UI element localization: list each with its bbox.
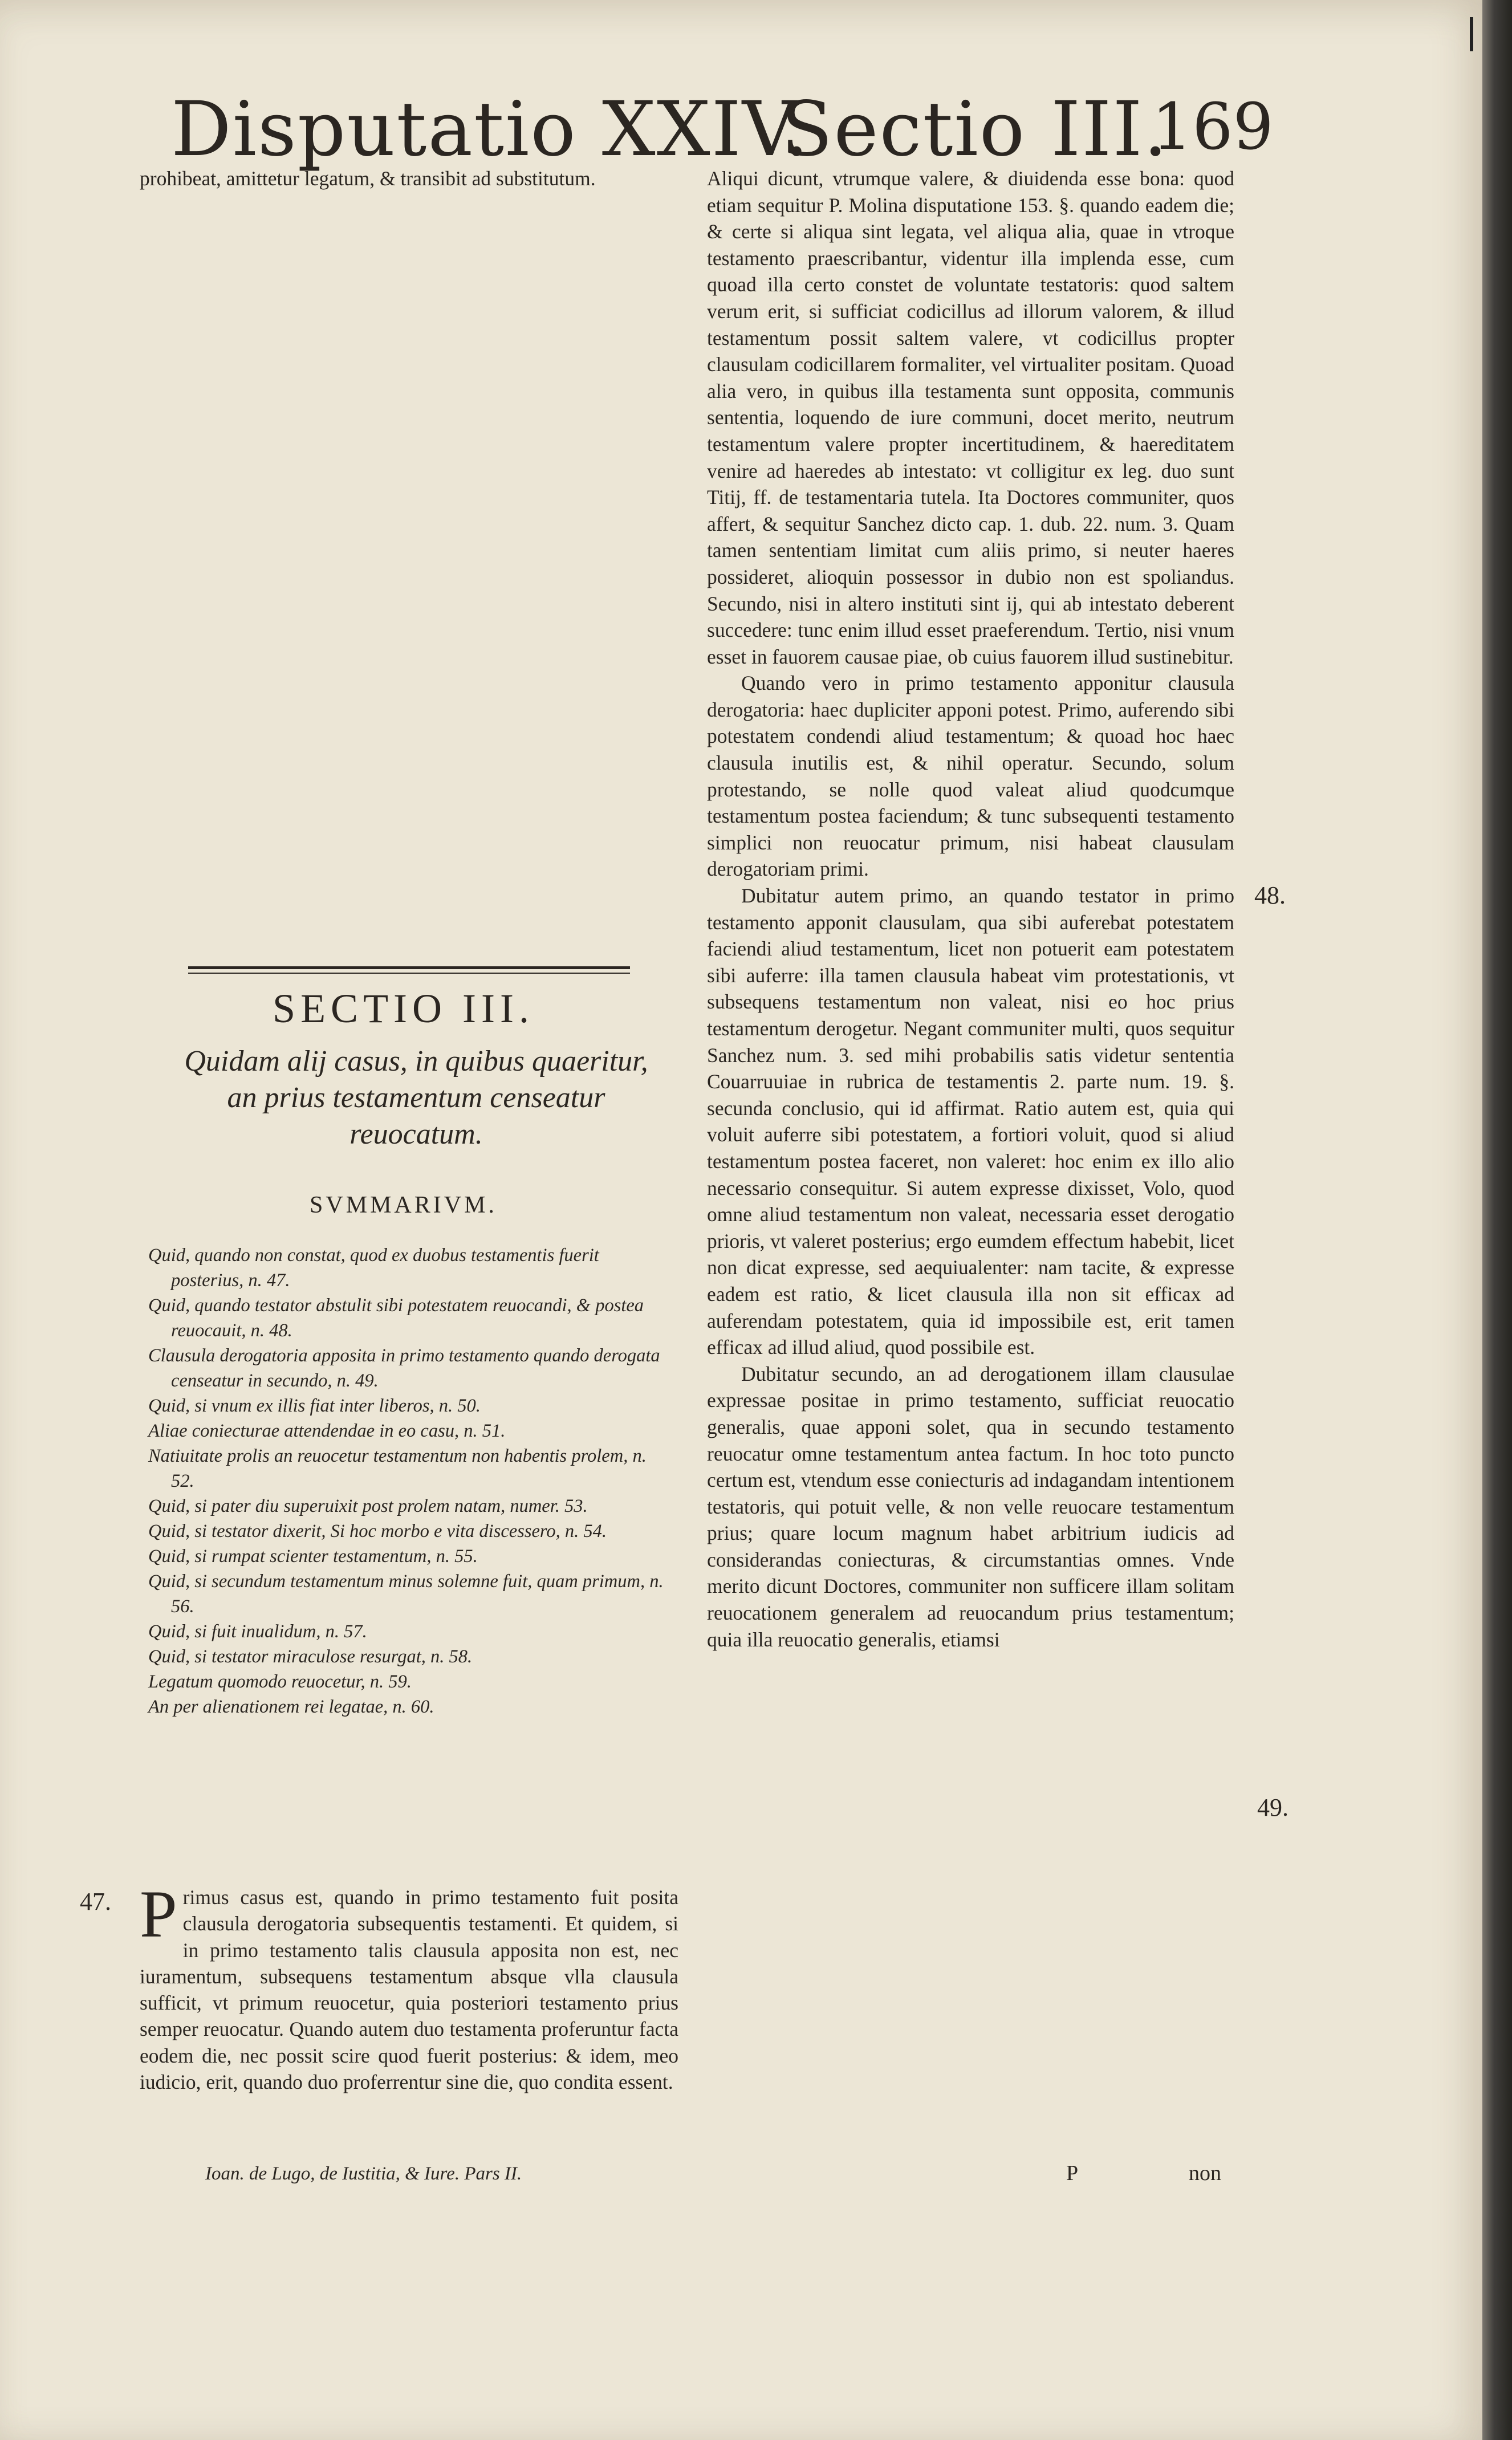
- summary-item: Quid, si vnum ex illis fiat inter liberos, n. 50.: [148, 1396, 481, 1416]
- summary-item: Aliae coniecturae attendendae in eo casu, n. 51.: [148, 1421, 506, 1441]
- summary-item: Clausula derogatoria apposita in primo testamento quando derogata censeatur in secundo, n. 49.: [148, 1345, 660, 1391]
- left-paragraph: prohibeat, amittetur legatum, & transibit ad substitutum.: [140, 167, 596, 190]
- summary-item: Natiuitate prolis an reuocetur testamentum non habentis prolem, n. 52.: [148, 1446, 647, 1491]
- right-paragraph: Aliqui dicunt, vtrumque valere, & diuidenda esse bona: quod etiam sequitur P. Molina disputatione 153. §. quando eadem die; & certe si aliqua sint legata, vel aliqua alia, quae in vtroque testamento praescribantur, videntur illa implenda esse, cum quoad illa certo constet de voluntate testatoris: quod saltem verum erit, si sufficiat codicillus ad illorum valorem, & illud testamentum possit saltem valere, vt codicillus propter clausulam codicillarem formaliter, vel virtualiter positam. Quoad alia vero, in quibus illa testamenta sunt opposita, communis sententia, loquendo de iure communi, docet merito, neutrum testamentum valere propter incertitudinem, & haereditatem venire ad haeredes ab intestato: vt colligitur ex leg. duo sunt Titij, ff. de testamentaria tutela. Ita Doctores communiter, quos affert, & sequitur Sanchez dicto cap. 1. dub. 22. num. 3. Quam tamen sententiam limitat cum aliis primo, si neuter haeres possideret, alioquin possessor in dubio non est spoliandus. Secundo, nisi in altero instituti sint ij, qui ab intestato deberent succedere: tunc enim illud esset praeferendum. Tertio, nisi vnum esset in fauorem causae piae, ob cuius fauorem illud sustinebitur.: [707, 167, 1234, 668]
- catchword: non: [1189, 2161, 1221, 2185]
- running-head-left: Disputatio XXIV.: [171, 86, 810, 173]
- summary-item: Quid, si testator dixerit, Si hoc morbo e vita discessero, n. 54.: [148, 1521, 607, 1542]
- signature-mark: P: [1066, 2161, 1079, 2185]
- margin-number: 47.: [80, 1888, 111, 1916]
- drop-cap: P: [140, 1877, 177, 1951]
- summary-heading: SVMMARIVM.: [310, 1192, 497, 1218]
- first-paragraph-text: rimus casus est, quando in primo testamento fuit posita clausula derogatoria subsequentis testamenti. Et quidem, si in primo testamento talis clausula apposita non est, nec iuramentum, subsequens testamentum absque vlla clausula sufficit, vt primum reuocetur, quia posteriori testamento prius semper reuocatur. Quando autem duo testamenta proferuntur facta eodem die, nec possit scire quod fuerit posterius: & idem, meo iudicio, erit, quando duo proferrentur sine die, quo condita essent.: [140, 1886, 678, 2094]
- right-paragraph: Dubitatur secundo, an ad derogationem illam clausulae expressae positae in primo testamento, sufficiat reuocatio generalis, quae apponi solet, qua in secundo testamento reuocatur omne testamentum antea factum. In hoc toto puncto certum est, vtendum esse coniecturis ad indagandam intentionem testatoris, qui potuit velle, & non velle reuocare testamentum prius; quare locum magnum habet arbitrium iudicis ad considerandas coniecturas, & circumstantias omnes. Vnde merito dicunt Doctores, communiter non sufficere illam solitam reuocationem generalem ad reuocandum prius testamentum; quia illa reuocatio generalis, etiamsi: [707, 1362, 1234, 1651]
- right-column-text: [707, 165, 1234, 1653]
- summary-item: Quid, si rumpat scienter testamentum, n. 55.: [148, 1546, 478, 1567]
- margin-number: 49.: [1257, 1794, 1289, 1821]
- right-paragraph: Quando vero in primo testamento apponitur clausula derogatoria: haec dupliciter apponi potest. Primo, auferendo sibi potestatem condendi aliud testamentum; & quoad hoc haec clausula inutilis est, & nihil operatur. Secundo, solum protestando, se nolle quod valeat aliud quodcumque testamentum postea faciendum; & tunc subsequenti testamento simplici non reuocatur primum, nisi habeat clausulam derogatoriam primi.: [707, 672, 1234, 881]
- book-edge: [1482, 0, 1512, 2440]
- page-number: 169: [1152, 90, 1274, 164]
- margin-number: 48.: [1254, 881, 1286, 909]
- first-paragraph: [140, 1877, 678, 2095]
- summary-item: An per alienationem rei legatae, n. 60.: [148, 1697, 434, 1717]
- summary-item: Quid, si fuit inualidum, n. 57.: [148, 1621, 367, 1642]
- section-rule-thin: [188, 973, 630, 974]
- summary-item: Legatum quomodo reuocetur, n. 59.: [148, 1672, 412, 1692]
- right-paragraph: Dubitatur autem primo, an quando testator in primo testamento apponit clausulam, qua sibi auferebat potestatem faciendi aliud testamentum, licet non potuerit eam potestatem sibi auferre: illa tamen clausula habeat vim protestationis, vt subsequens testamentum non valeat, nisi eo hoc prius testamentum derogetur. Negant communiter multi, quos sequitur Sanchez num. 3. sed mihi probabilis satis videtur sententia Couarruuiae in rubrica de testamentis 2. parte num. 19. §. secunda conclusio, qui id affirmat. Ratio autem est, quia qui voluit auferre sibi potestatem, a fortiori voluit, quod si aliud testamentum postea faceret, non valeret: hoc enim ex illo alio necessario consequitur. Si autem expresse dixisset, Volo, quod omne aliud testamentum non valeat, necessaria esset derogatio prioris, vt valeret posterius; ergo eumdem effectum habebit, licet non dicat expresse, sed aequiualenter: nam tacite, & expresse eadem est ratio, & licet clausula illa non sit efficax ad auferendam potestatem, quia id impossibile est, erit tamen efficax ad illud aliud, quod possibile est.: [707, 884, 1234, 1359]
- summary-item: Quid, quando non constat, quod ex duobus testamentis fuerit posterius, n. 47.: [148, 1245, 599, 1291]
- left-column-text: [140, 165, 667, 192]
- summary-item: Quid, quando testator abstulit sibi potestatem reuocandi, & postea reuocauit, n. 48.: [148, 1295, 644, 1341]
- summary-item: Quid, si secundum testamentum minus solemne fuit, quam primum, n. 56.: [148, 1571, 664, 1617]
- summary-list: [148, 1243, 667, 1719]
- section-rule-thick: [188, 966, 630, 969]
- section-subtitle: Quidam alij casus, in quibus quaeritur, an prius testamentum censeatur reuocatum.: [184, 1045, 648, 1150]
- summary-item: Quid, si testator miraculose resurgat, n. 58.: [148, 1646, 473, 1667]
- summary-item: Quid, si pater diu superuixit post prolem natam, numer. 53.: [148, 1496, 588, 1516]
- running-head-section: Sectio III.: [781, 86, 1169, 173]
- footer-attribution: Ioan. de Lugo, de Iustitia, & Iure. Pars II.: [205, 2164, 522, 2184]
- page-edge-mark: [1470, 17, 1473, 51]
- section-title: SECTIO III.: [273, 986, 534, 1031]
